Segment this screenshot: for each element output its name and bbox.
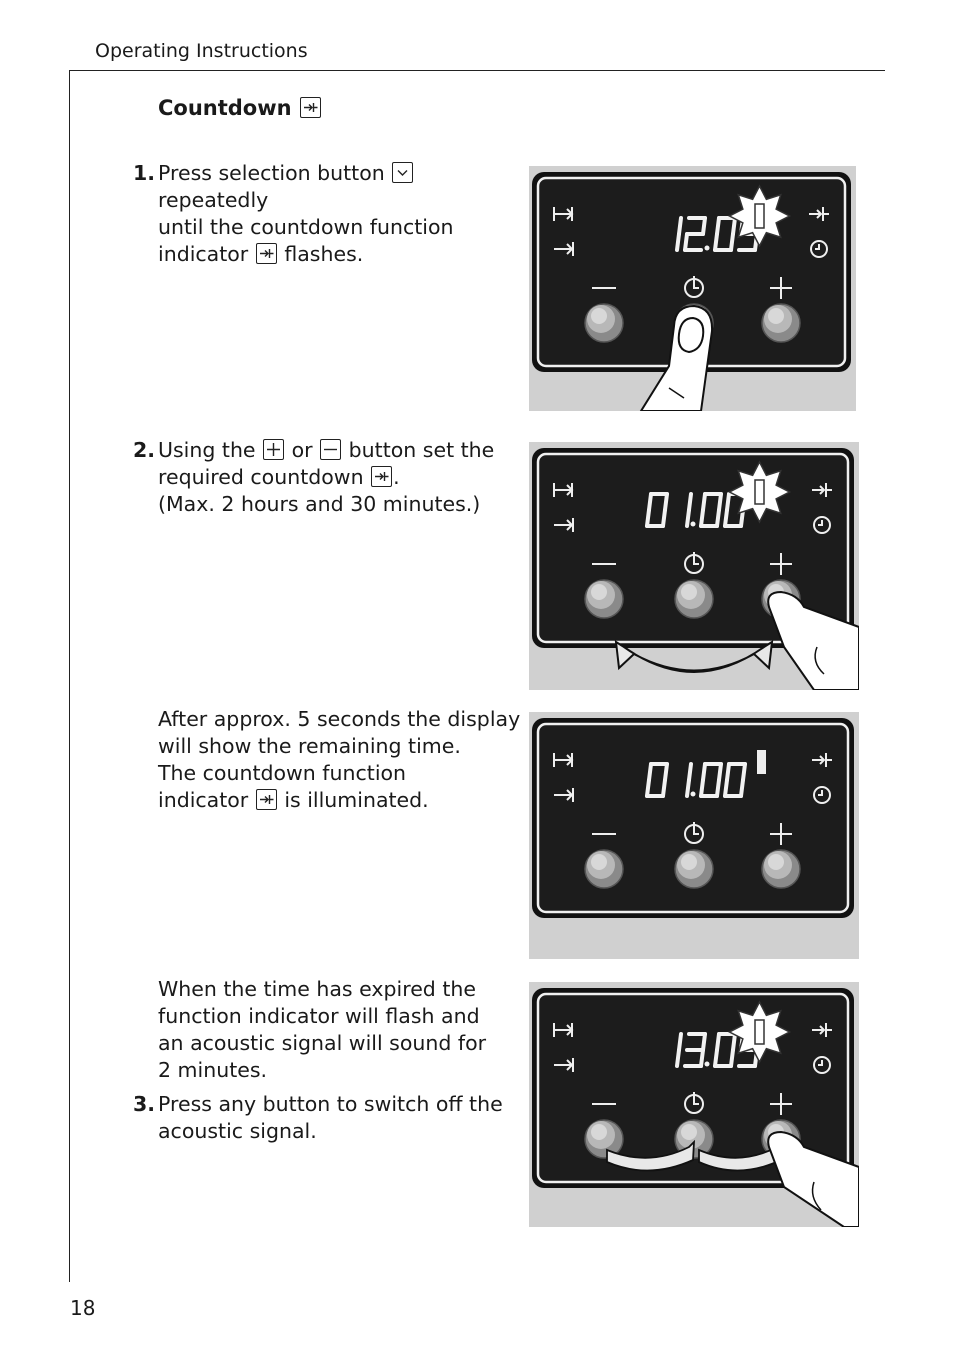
step-2-line-3: button set the <box>348 438 495 462</box>
minus-button[interactable] <box>585 304 623 342</box>
step-1-line-3: until the countdown function <box>158 215 454 239</box>
header-rule <box>70 70 885 71</box>
header-title: Operating Instructions <box>95 40 308 62</box>
step-2-line-6: (Max. 2 hours and 30 minutes.) <box>158 492 481 516</box>
expired-line-2: function indicator will flash and <box>158 1004 480 1028</box>
timer-button[interactable] <box>675 850 713 888</box>
step-2-number: 2. <box>133 438 156 462</box>
plus-button[interactable] <box>762 850 800 888</box>
minus-icon <box>320 439 341 460</box>
step-1-text <box>158 160 528 268</box>
step-2-text <box>158 437 528 518</box>
countdown-indicator-bar <box>757 750 766 774</box>
countdown-icon <box>256 243 277 264</box>
remaining-line-5: is illuminated. <box>284 788 429 812</box>
control-panel-1 <box>529 166 856 411</box>
section-heading-text: Countdown <box>158 96 292 120</box>
step-3-number: 3. <box>133 1092 156 1116</box>
remaining-time-text <box>158 706 528 814</box>
step-2-line-1: Using the <box>158 438 256 462</box>
step-1-line-2: repeatedly <box>158 188 269 212</box>
section-heading <box>158 96 322 120</box>
countdown-icon <box>371 466 392 487</box>
step-1-line-5: flashes. <box>284 242 364 266</box>
step-1-line-1: Press selection button <box>158 161 385 185</box>
plus-button[interactable] <box>762 304 800 342</box>
remaining-line-3: The countdown function <box>158 761 407 785</box>
minus-button[interactable] <box>585 850 623 888</box>
page-number: 18 <box>70 1296 96 1320</box>
step-3-line-2: acoustic signal. <box>158 1119 317 1143</box>
step-2-line-2: or <box>291 438 313 462</box>
timer-button[interactable] <box>675 580 713 618</box>
plus-icon <box>263 439 284 460</box>
step-1-line-4: indicator <box>158 242 249 266</box>
minus-button[interactable] <box>585 580 623 618</box>
remaining-line-2: will show the remaining time. <box>158 734 461 758</box>
control-panel-4 <box>529 982 859 1227</box>
countdown-icon <box>300 97 321 118</box>
margin-rule <box>69 70 70 1282</box>
step-1-number: 1. <box>133 161 156 185</box>
step-2-line-4: required countdown <box>158 465 364 489</box>
expired-line-1: When the time has expired the <box>158 977 476 1001</box>
chevron-down-icon <box>392 162 413 183</box>
minus-button[interactable] <box>585 1120 623 1158</box>
countdown-icon <box>256 789 277 810</box>
step-2-line-5: . <box>393 465 400 489</box>
control-panel-2 <box>529 442 859 690</box>
step-3-line-1: Press any button to switch off the <box>158 1092 503 1116</box>
step-3-text <box>158 1091 528 1145</box>
remaining-line-4: indicator <box>158 788 249 812</box>
expired-line-3: an acoustic signal will sound for <box>158 1031 487 1055</box>
control-panel-3 <box>529 712 859 959</box>
remaining-line-1: After approx. 5 seconds the display <box>158 707 521 731</box>
expired-line-4: 2 minutes. <box>158 1058 268 1082</box>
expired-text <box>158 976 528 1084</box>
